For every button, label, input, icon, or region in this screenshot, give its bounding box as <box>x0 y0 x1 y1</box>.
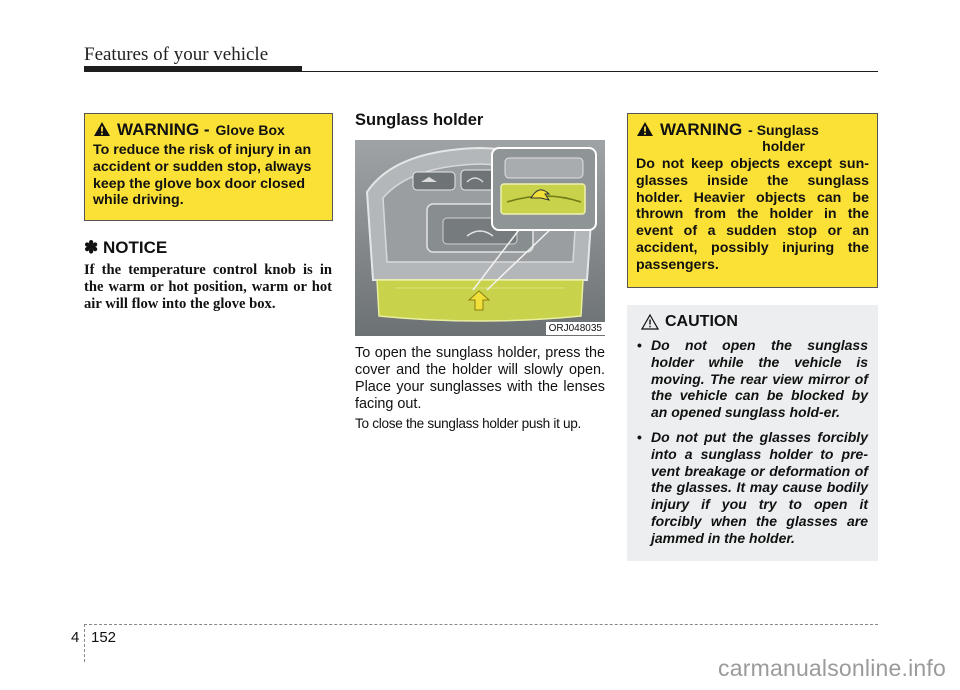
header-rule <box>84 71 878 72</box>
caution-item: • Do not open the sunglass holder while the vehicle is moving. The rear view mirror of the vehicle can be blocked by an opened sunglass hold-er. <box>637 337 868 421</box>
warning-label: WARNING - <box>117 120 210 139</box>
warning-sunglass-text: Do not keep objects except sun-glasses inside the sunglass holder. Heavier objects can be thrown from the holder in the event of a sudden stop or an accident, possibly injuring the passengers. <box>636 156 869 273</box>
footer-rule <box>84 624 878 625</box>
warning-topic-line1: - Sunglass <box>748 122 819 138</box>
caution-header <box>641 313 868 331</box>
warning-topic: Glove Box <box>215 122 285 138</box>
sunglass-close-instructions: To close the sunglass holder push it up. <box>355 416 582 431</box>
warning-topic-line2: holder <box>762 138 805 154</box>
warning-topic <box>748 122 819 154</box>
warning-triangle-icon <box>636 121 654 137</box>
caution-item-text: Do not put the glasses forcibly into a sunglass holder to pre-vent breakage or deformation of the glasses. It may cause bodily injury if you try to open it forcibly when the glasses are jammed in the holder. <box>651 428 868 546</box>
caution-item-text: Do not open the sunglass holder while the vehicle is moving. The rear view mirror of the vehicle can be blocked by an opened sunglass hold-er. <box>651 337 868 421</box>
caution-item: • Do not put the glasses forcibly into a sunglass holder to pre-vent breakage or deformation of the glasses. It may cause bodily injury if you try to open it forcibly when the glasses are jammed in the holder. <box>637 428 868 546</box>
warning-sunglass-holder <box>627 113 878 288</box>
warning-sunglass-header <box>636 120 869 154</box>
footer-divider <box>84 624 85 662</box>
caution-triangle-icon <box>641 314 659 330</box>
notice-text: If the temperature control knob is in the warm or hot position, warm or hot air will flow into the glove box. <box>84 262 332 313</box>
chapter-number: 4 <box>71 629 80 646</box>
warning-triangle-icon <box>93 121 111 137</box>
caution-list <box>637 337 868 547</box>
figure-code: ORJ048035 <box>546 322 605 335</box>
warning-glove-header <box>93 120 324 140</box>
caution-box <box>627 305 878 561</box>
warning-glove-box <box>84 113 333 221</box>
page-number: 152 <box>91 629 117 646</box>
watermark: carmanualsonline.info <box>718 655 946 681</box>
caution-title: CAUTION <box>665 313 738 330</box>
page-header-title: Features of your vehicle <box>84 44 269 65</box>
sunglass-open-instructions: To open the sunglass holder, press the cover and the holder will slowly open. Place your sunglasses with the lenses facing out. <box>355 345 605 412</box>
sunglass-holder-illustration <box>355 140 605 336</box>
warning-glove-text: To reduce the risk of injury in an accident or sudden stop, always keep the glove box door closed while driving. <box>93 142 312 209</box>
notice-title: NOTICE <box>102 238 168 257</box>
sunglass-holder-figure <box>355 140 605 336</box>
notice-symbol-icon: ✽ <box>84 238 99 257</box>
warning-label: WARNING <box>660 120 743 139</box>
section-title: Sunglass holder <box>355 111 484 129</box>
notice-heading <box>84 238 167 258</box>
